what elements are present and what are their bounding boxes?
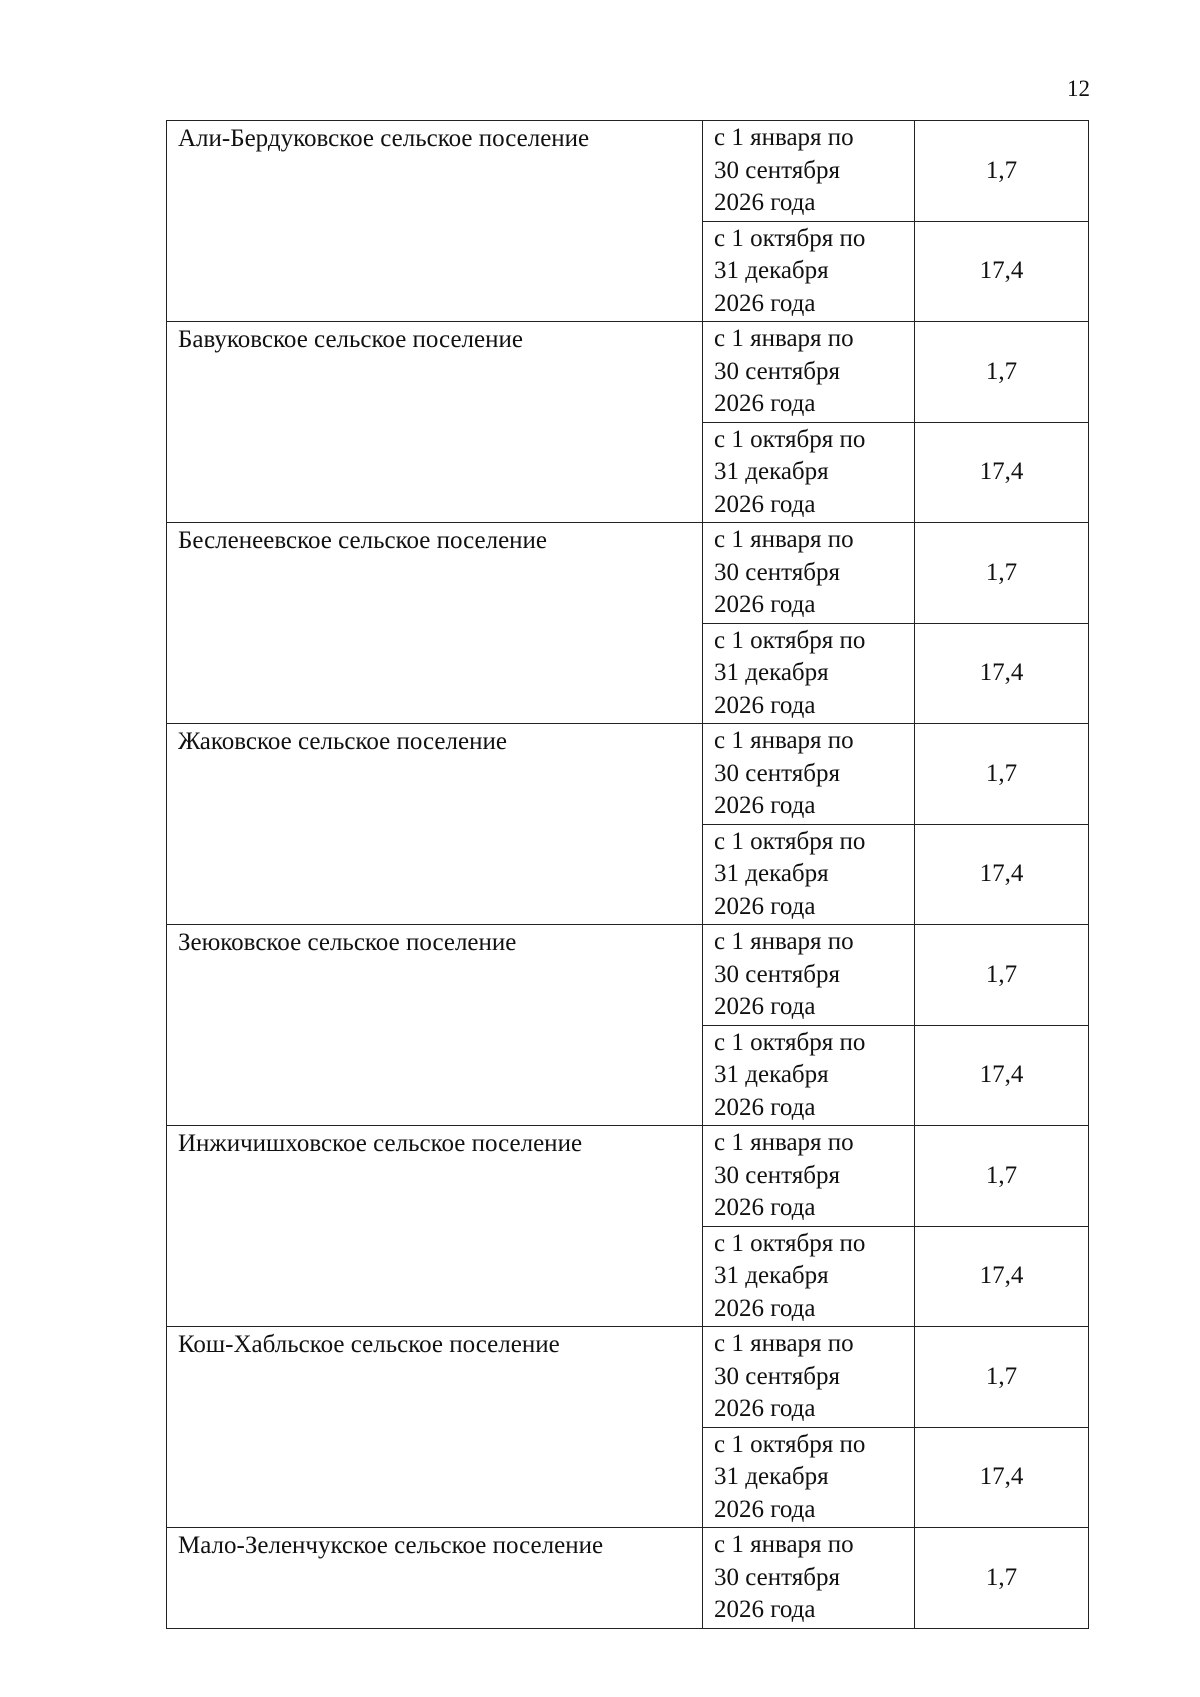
- period-cell: [703, 925, 915, 1026]
- period-cell: [703, 724, 915, 825]
- tariff-table: [166, 120, 1089, 1629]
- period-line: с 1 октября по: [714, 827, 866, 855]
- period-cell: [703, 1226, 915, 1327]
- period-line: 2026 года: [714, 1093, 816, 1121]
- period-line: 2026 года: [714, 390, 816, 417]
- tariff-value-cell: 17,4: [915, 422, 1089, 523]
- tariff-value-cell: 1,7: [915, 523, 1089, 624]
- period-line: 2026 года: [714, 591, 816, 618]
- tariff-value-cell: 17,4: [915, 1427, 1089, 1528]
- table-row: [167, 121, 1089, 222]
- period-line: с 1 октября по: [714, 1028, 866, 1056]
- tariff-value-cell: 17,4: [915, 1025, 1089, 1126]
- period-line: с 1 января по: [714, 124, 854, 151]
- period-cell: [703, 1025, 915, 1126]
- period-line: 2026 года: [714, 892, 816, 920]
- period-line: 30 сентября: [714, 759, 840, 787]
- period-line: 31 декабря: [714, 458, 829, 485]
- period-cell: [703, 824, 915, 925]
- period-line: с 1 октября по: [714, 1229, 866, 1257]
- table-row: [167, 322, 1089, 423]
- period-line: 2026 года: [714, 691, 816, 719]
- period-cell: [703, 322, 915, 423]
- period-cell: [703, 121, 915, 222]
- period-line: с 1 января по: [714, 928, 854, 955]
- settlement-name-cell: Бесленеевское сельское поселение: [167, 523, 703, 724]
- table-row: [167, 724, 1089, 825]
- period-line: 2026 года: [714, 993, 816, 1020]
- period-cell: [703, 1427, 915, 1528]
- period-line: 31 декабря: [714, 860, 829, 887]
- period-line: 30 сентября: [714, 558, 840, 586]
- period-line: с 1 января по: [714, 727, 854, 754]
- period-line: 31 декабря: [714, 1463, 829, 1490]
- tariff-value-cell: 1,7: [915, 1126, 1089, 1227]
- period-line: с 1 января по: [714, 526, 854, 553]
- table-row: [167, 1327, 1089, 1428]
- period-line: с 1 октября по: [714, 425, 866, 453]
- period-line: с 1 января по: [714, 1129, 854, 1156]
- period-line: 2026 года: [714, 1495, 816, 1523]
- period-line: 30 сентября: [714, 960, 840, 988]
- tariff-value-cell: 1,7: [915, 121, 1089, 222]
- period-cell: [703, 1126, 915, 1227]
- period-line: с 1 января по: [714, 1330, 854, 1357]
- period-line: с 1 октября по: [714, 1430, 866, 1458]
- tariff-value-cell: 1,7: [915, 724, 1089, 825]
- period-line: 2026 года: [714, 189, 816, 216]
- period-line: 2026 года: [714, 792, 816, 819]
- tariff-value-cell: 17,4: [915, 1226, 1089, 1327]
- period-line: 30 сентября: [714, 1362, 840, 1390]
- period-cell: [703, 523, 915, 624]
- period-cell: [703, 1327, 915, 1428]
- period-line: с 1 января по: [714, 1531, 854, 1558]
- settlement-name-cell: Мало-Зеленчукское сельское поселение: [167, 1528, 703, 1629]
- page-number: 12: [1067, 76, 1090, 101]
- period-line: с 1 января по: [714, 325, 854, 352]
- settlement-name-cell: Али-Бердуковское сельское поселение: [167, 121, 703, 322]
- period-line: 2026 года: [714, 289, 816, 317]
- settlement-name-cell: Зеюковское сельское поселение: [167, 925, 703, 1126]
- period-cell: [703, 623, 915, 724]
- period-line: 30 сентября: [714, 1563, 840, 1591]
- period-line: 30 сентября: [714, 357, 840, 385]
- period-line: 30 сентября: [714, 156, 840, 184]
- settlement-name-cell: Жаковское сельское поселение: [167, 724, 703, 925]
- period-cell: [703, 1528, 915, 1629]
- tariff-value-cell: 17,4: [915, 824, 1089, 925]
- period-cell: [703, 422, 915, 523]
- period-line: 2026 года: [714, 1194, 816, 1221]
- period-line: с 1 октября по: [714, 626, 866, 654]
- period-line: 31 декабря: [714, 659, 829, 686]
- tariff-value-cell: 1,7: [915, 322, 1089, 423]
- period-line: с 1 октября по: [714, 224, 866, 252]
- tariff-value-cell: 17,4: [915, 623, 1089, 724]
- period-line: 2026 года: [714, 490, 816, 518]
- table-row: [167, 1126, 1089, 1227]
- settlement-name-cell: Инжичишховское сельское поселение: [167, 1126, 703, 1327]
- period-cell: [703, 221, 915, 322]
- table-row: [167, 1528, 1089, 1629]
- period-line: 2026 года: [714, 1395, 816, 1422]
- settlement-name-cell: Кош-Хабльское сельское поселение: [167, 1327, 703, 1528]
- table-row: [167, 523, 1089, 624]
- period-line: 31 декабря: [714, 1061, 829, 1088]
- tariff-table-body: [167, 121, 1089, 1629]
- tariff-value-cell: 17,4: [915, 221, 1089, 322]
- period-line: 31 декабря: [714, 1262, 829, 1289]
- period-line: 30 сентября: [714, 1161, 840, 1189]
- period-line: 2026 года: [714, 1294, 816, 1322]
- period-line: 2026 года: [714, 1596, 816, 1623]
- tariff-value-cell: 1,7: [915, 1528, 1089, 1629]
- tariff-value-cell: 1,7: [915, 925, 1089, 1026]
- period-line: 31 декабря: [714, 257, 829, 284]
- table-row: [167, 925, 1089, 1026]
- settlement-name-cell: Бавуковское сельское поселение: [167, 322, 703, 523]
- tariff-value-cell: 1,7: [915, 1327, 1089, 1428]
